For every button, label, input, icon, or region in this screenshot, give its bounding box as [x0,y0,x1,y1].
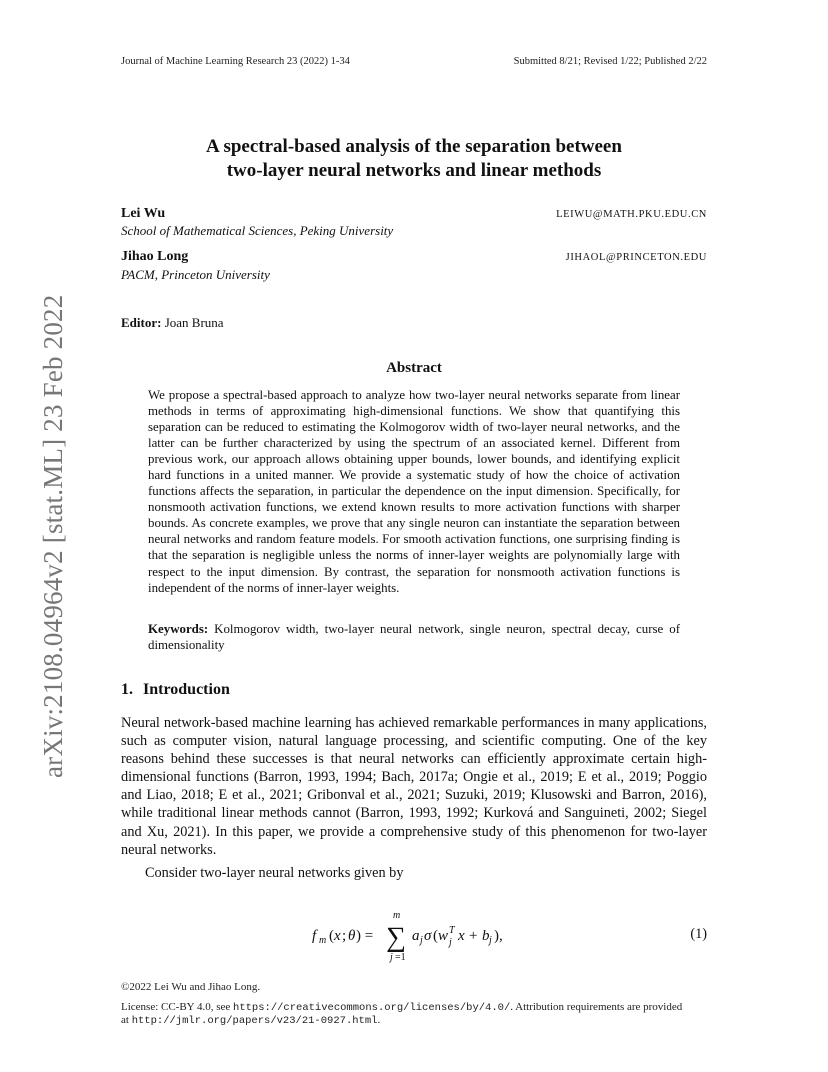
svg-text:x: x [334,928,341,944]
svg-text:(: ( [329,928,334,944]
abstract-text: We propose a spectral-based approach to analyze how two-layer neural networks separate from linear methods in terms of approximating high-dimensional functions. We show that quantifying this separation can be reduced to estimating the Kolmogorov width of two-layer neural networks, and the latter can be further characterized by using the spectrum of an associated kernel. Different from previous work, our approach allows obtaining upper bounds, lower bounds, and identifying explicit hard functions in a united manner. We provide a systematic study of how the choice of activation functions affects the separation, in particular the dependence on the input dimension. Specifically, for nonsmooth activation functions, we extend known results to more activation functions with sharper bounds. As concrete examples, we prove that any single neuron can instantiate the separation between neural networks and random feature models. For smooth activation functions, one surprising finding is that the separation is negligible unless the norms of inner-layer weights are polynomially large with respect to the input dimension. By contrast, the separation for nonsmooth activation functions is independent of the norms of inner-layer weights. [148,388,680,595]
section-number: 1. [121,681,133,698]
license-line [121,1001,682,1014]
paper-link[interactable]: http://jmlr.org/papers/v23/21-0927.html [131,1015,378,1027]
intro-paragraph-2: Consider two-layer neural networks given by [145,865,404,881]
svg-text:m: m [393,910,401,921]
svg-text:j: j [449,937,452,948]
paper-url-end: . [377,1014,381,1026]
intro-paragraph: Neural network-based machine learning has achieved remarkable performances in many applications, such as computer vision, natural language processing, and scientific computing. One of the key reasons behind these successes is that neural networks can efficiently approximate certain high-dimensional functions (Barron, 1993, 1994; Bach, 2017a; Ongie et al., 2019; E et al., 2019; Poggio and Liao, 2018; E et al., 2021; Gribonval et al., 2021; Suzuki, 2019; Klusowski and Barron, 2016), while traditional linear methods cannot (Barron, 1993, 1992; Kurková and Sanguineti, 2002; Siegel and Xu, 2021). In this paper, we provide a comprehensive study of this phenomenon for two-layer neural networks. [121,715,707,858]
paper-url-line [121,1014,380,1027]
svg-text:) =: ) = [356,928,374,944]
paper-title [0,135,828,183]
abstract-heading: Abstract [386,360,442,376]
equation-number: (1) [690,926,707,942]
svg-text:∑: ∑ [386,922,406,953]
title-line-2: two-layer neural networks and linear methods [226,160,602,181]
copyright-notice: ©2022 Lei Wu and Jihao Long. [121,981,261,993]
license-prefix: License: CC-BY 4.0, see [121,1001,234,1013]
license-suffix: . Attribution requirements are provided [510,1001,683,1013]
svg-text:x: x [458,928,465,944]
svg-text:(: ( [433,928,438,944]
svg-text:σ: σ [424,928,432,944]
author-affiliation: PACM, Princeton University [121,267,270,282]
equation-formula [312,906,512,964]
title-line-1: A spectral-based analysis of the separation between [206,136,622,157]
author-email[interactable]: LEIWU@MATH.PKU.EDU.CN [556,209,707,220]
svg-text:;: ; [342,928,347,944]
license-link[interactable]: https://creativecommons.org/licenses/by/4.0/ [233,1002,511,1014]
arxiv-identifier: arXiv:2108.04964v2 [stat.ML] 23 Feb 2022 [38,294,68,778]
svg-text:f: f [312,928,317,944]
editor-name: Joan Bruna [164,315,224,330]
svg-text:a: a [412,928,420,944]
author-email[interactable]: JIHAOL@PRINCETON.EDU [565,252,707,263]
keywords [148,621,680,653]
submission-dates: Submitted 8/21; Revised 1/22; Published 2/22 [513,56,707,67]
svg-text:j: j [390,952,393,963]
svg-text:),: ), [494,928,503,944]
author-name: Jihao Long [121,249,189,264]
author-affiliation: School of Mathematical Sciences, Peking University [121,223,394,238]
section-heading [121,681,230,699]
svg-text:T: T [449,925,455,936]
section-title: Introduction [143,681,230,698]
journal-header: Journal of Machine Learning Research 23 (2022) 1-34 [121,56,350,67]
svg-text:w: w [438,928,449,944]
keywords-label: Keywords: [148,622,209,636]
editor-label: Editor: [121,315,162,330]
keywords-text: Kolmogorov width, two-layer neural network, single neuron, spectral decay, curse of dimensionality [148,622,680,653]
svg-text:θ: θ [348,928,356,944]
author-name: Lei Wu [121,206,166,221]
svg-text:b: b [482,928,490,944]
svg-text:j: j [420,935,423,946]
equation [312,906,512,964]
editor-line [121,315,224,331]
svg-text:m: m [319,935,327,946]
svg-text:+: + [469,928,478,944]
paper-url-prefix: at [121,1014,132,1026]
svg-text:j: j [489,935,492,946]
svg-text:=1: =1 [395,952,406,963]
